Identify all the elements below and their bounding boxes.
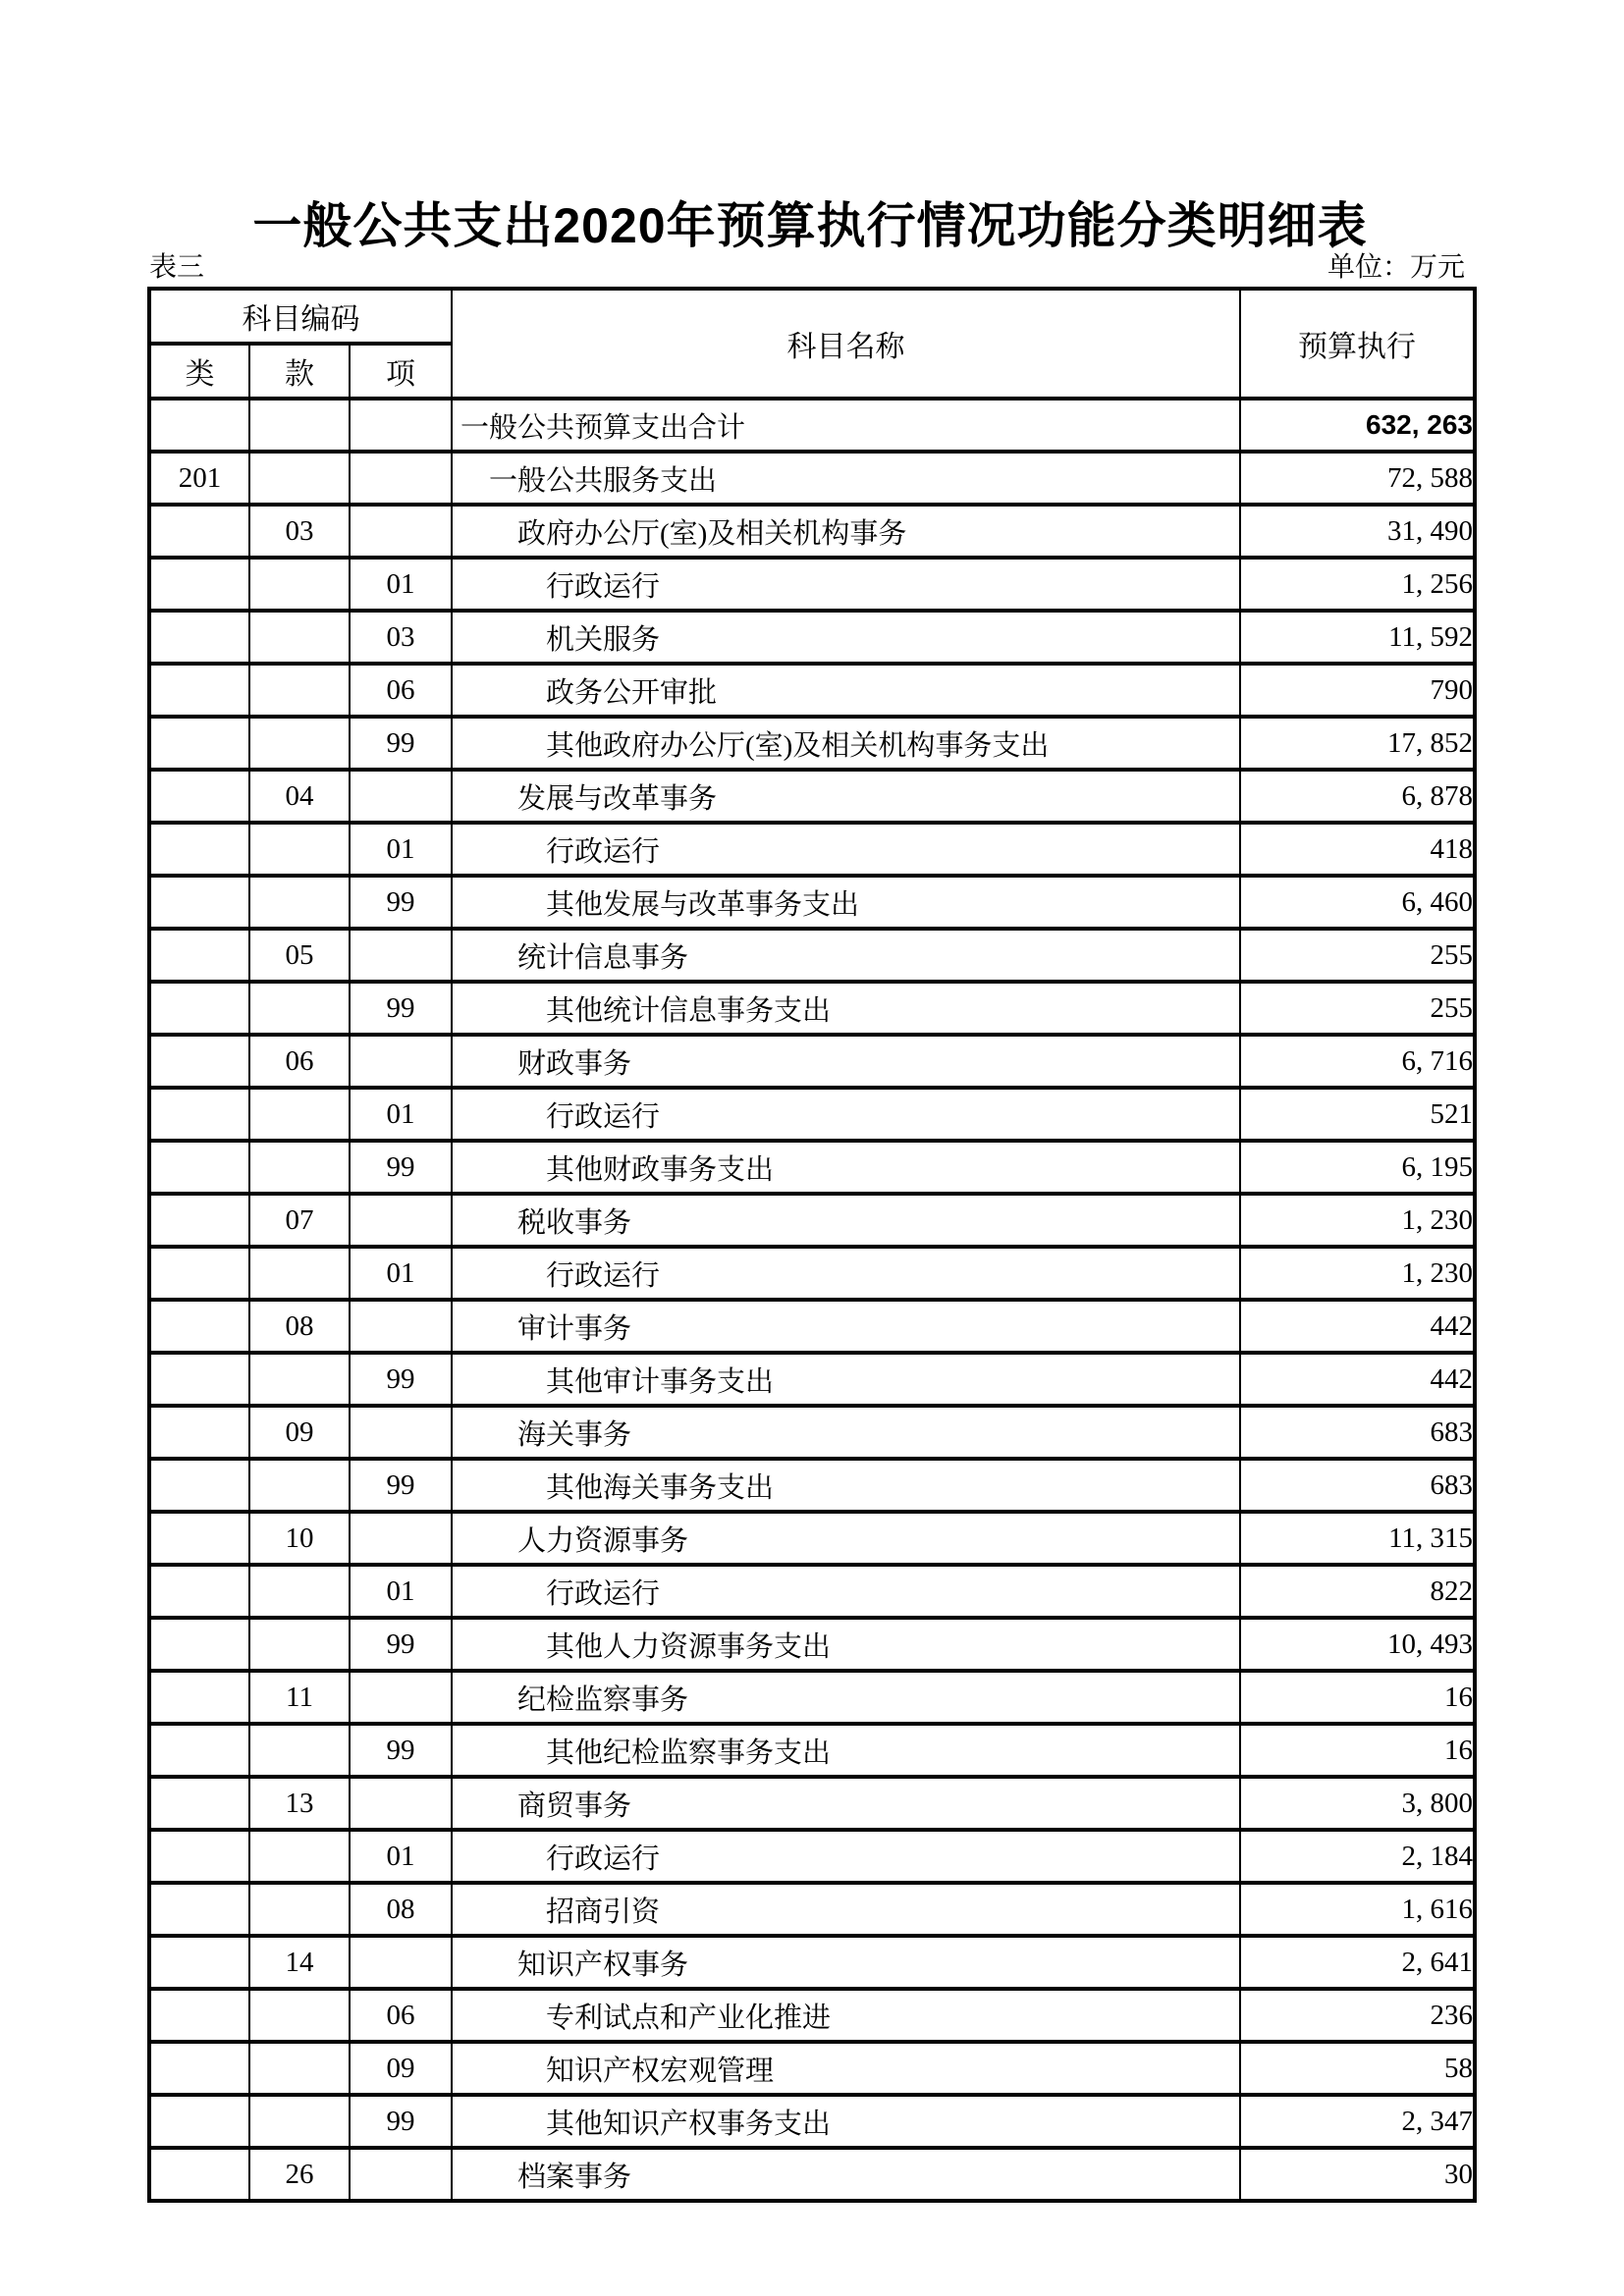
cell-section-code [249,1724,350,1777]
cell-item-code [350,505,452,558]
cell-budget-value: 16 [1240,1671,1475,1724]
cell-section-code: 08 [249,1300,350,1353]
cell-section-code [249,2095,350,2148]
cell-item-code: 03 [350,611,452,664]
cell-subject-name: 其他海关事务支出 [452,1459,1240,1512]
table-row [149,823,1475,876]
cell-subject-name: 财政事务 [452,1035,1240,1088]
cell-class-code [149,611,249,664]
cell-section-code [249,1247,350,1300]
cell-section-code [249,823,350,876]
table-row [149,982,1475,1035]
cell-item-code: 01 [350,1247,452,1300]
table-row [149,1830,1475,1883]
cell-section-code [249,558,350,611]
cell-item-code: 99 [350,1141,452,1194]
cell-item-code [350,1300,452,1353]
cell-budget-value: 1, 256 [1240,558,1475,611]
table-number-label: 表三 [149,252,205,283]
table-row [149,1724,1475,1777]
cell-subject-name: 其他政府办公厅(室)及相关机构事务支出 [452,717,1240,770]
cell-item-code: 06 [350,1989,452,2042]
table-row [149,1936,1475,1989]
table-row [149,1194,1475,1247]
cell-subject-name: 海关事务 [452,1406,1240,1459]
cell-class-code [149,2148,249,2201]
cell-budget-value: 790 [1240,664,1475,717]
cell-section-code: 05 [249,929,350,982]
cell-class-code [149,1724,249,1777]
table-row [149,664,1475,717]
cell-subject-name: 一般公共预算支出合计 [452,399,1240,452]
cell-subject-name: 机关服务 [452,611,1240,664]
cell-section-code [249,717,350,770]
cell-section-code [249,1989,350,2042]
cell-item-code: 99 [350,1353,452,1406]
cell-section-code [249,1088,350,1141]
cell-budget-value: 16 [1240,1724,1475,1777]
cell-budget-value: 6, 878 [1240,770,1475,823]
cell-class-code [149,1088,249,1141]
cell-subject-name: 一般公共服务支出 [452,452,1240,505]
cell-budget-value: 255 [1240,929,1475,982]
cell-item-code: 99 [350,2095,452,2148]
cell-item-code: 99 [350,717,452,770]
cell-budget-value: 30 [1240,2148,1475,2201]
cell-section-code [249,1141,350,1194]
cell-class-code [149,558,249,611]
cell-class-code: 201 [149,452,249,505]
cell-section-code [249,876,350,929]
cell-class-code [149,982,249,1035]
table-row [149,1141,1475,1194]
cell-budget-value: 255 [1240,982,1475,1035]
cell-budget-value: 521 [1240,1088,1475,1141]
cell-subject-name: 行政运行 [452,1565,1240,1618]
cell-subject-name: 税收事务 [452,1194,1240,1247]
cell-class-code [149,1830,249,1883]
cell-budget-value: 632, 263 [1240,399,1475,452]
cell-section-code [249,1565,350,1618]
table-row [149,1353,1475,1406]
cell-class-code [149,770,249,823]
cell-budget-value: 822 [1240,1565,1475,1618]
cell-section-code: 13 [249,1777,350,1830]
table-row [149,1618,1475,1671]
cell-section-code: 06 [249,1035,350,1088]
cell-item-code: 09 [350,2042,452,2095]
cell-budget-value: 683 [1240,1459,1475,1512]
header-section-col: 款 [249,344,350,399]
cell-budget-value: 236 [1240,1989,1475,2042]
cell-class-code [149,1883,249,1936]
cell-class-code [149,1406,249,1459]
table-row [149,1406,1475,1459]
cell-class-code [149,1777,249,1830]
table-row [149,1300,1475,1353]
cell-subject-name: 行政运行 [452,1830,1240,1883]
table-row [149,611,1475,664]
table-row [149,1459,1475,1512]
cell-class-code [149,717,249,770]
table-header [149,289,1475,399]
header-subject-code-group: 科目编码 [149,289,452,344]
cell-subject-name: 行政运行 [452,558,1240,611]
header-class-col: 类 [149,344,249,399]
cell-section-code [249,2042,350,2095]
cell-section-code [249,452,350,505]
cell-subject-name: 其他知识产权事务支出 [452,2095,1240,2148]
cell-subject-name: 其他审计事务支出 [452,1353,1240,1406]
cell-item-code [350,1194,452,1247]
cell-section-code [249,611,350,664]
cell-subject-name: 发展与改革事务 [452,770,1240,823]
cell-budget-value: 17, 852 [1240,717,1475,770]
table-row [149,1088,1475,1141]
cell-section-code [249,1353,350,1406]
document-title: 一般公共支出2020年预算执行情况功能分类明细表 [252,198,1368,253]
cell-class-code [149,1300,249,1353]
cell-section-code: 14 [249,1936,350,1989]
cell-section-code: 09 [249,1406,350,1459]
cell-subject-name: 行政运行 [452,1247,1240,1300]
header-budget-execution-col: 预算执行 [1240,289,1475,399]
cell-budget-value: 10, 493 [1240,1618,1475,1671]
cell-subject-name: 其他发展与改革事务支出 [452,876,1240,929]
table-row [149,1777,1475,1830]
table-row [149,770,1475,823]
cell-item-code: 06 [350,664,452,717]
cell-budget-value: 683 [1240,1406,1475,1459]
table-row [149,1883,1475,1936]
cell-subject-name: 档案事务 [452,2148,1240,2201]
cell-class-code [149,1671,249,1724]
cell-item-code: 99 [350,1618,452,1671]
header-row-top [149,289,1475,344]
cell-section-code: 11 [249,1671,350,1724]
cell-section-code [249,1883,350,1936]
cell-subject-name: 商贸事务 [452,1777,1240,1830]
cell-subject-name: 其他统计信息事务支出 [452,982,1240,1035]
cell-budget-value: 6, 460 [1240,876,1475,929]
cell-class-code [149,1194,249,1247]
cell-subject-name: 行政运行 [452,1088,1240,1141]
unit-label: 单位：万元 [1326,252,1465,283]
cell-item-code: 01 [350,1088,452,1141]
cell-class-code [149,1035,249,1088]
cell-item-code [350,1936,452,1989]
cell-item-code: 01 [350,823,452,876]
cell-item-code [350,1777,452,1830]
cell-class-code [149,1512,249,1565]
cell-budget-value: 3, 800 [1240,1777,1475,1830]
cell-budget-value: 6, 716 [1240,1035,1475,1088]
cell-item-code: 99 [350,1724,452,1777]
table-row [149,1989,1475,2042]
cell-budget-value: 442 [1240,1300,1475,1353]
table-row [149,929,1475,982]
cell-section-code: 10 [249,1512,350,1565]
cell-section-code [249,1830,350,1883]
cell-subject-name: 纪检监察事务 [452,1671,1240,1724]
cell-item-code: 01 [350,1565,452,1618]
cell-budget-value: 11, 315 [1240,1512,1475,1565]
cell-class-code [149,399,249,452]
cell-budget-value: 72, 588 [1240,452,1475,505]
cell-class-code [149,2042,249,2095]
cell-subject-name: 审计事务 [452,1300,1240,1353]
cell-section-code: 07 [249,1194,350,1247]
cell-item-code: 99 [350,982,452,1035]
table-row [149,558,1475,611]
cell-item-code: 99 [350,1459,452,1512]
cell-class-code [149,2095,249,2148]
cell-subject-name: 人力资源事务 [452,1512,1240,1565]
cell-class-code [149,664,249,717]
cell-item-code [350,1035,452,1088]
cell-class-code [149,1989,249,2042]
cell-subject-name: 其他纪检监察事务支出 [452,1724,1240,1777]
cell-budget-value: 418 [1240,823,1475,876]
header-item-col: 项 [350,344,452,399]
table-row [149,876,1475,929]
table-row [149,1671,1475,1724]
cell-section-code [249,664,350,717]
cell-item-code [350,2148,452,2201]
cell-budget-value: 1, 230 [1240,1247,1475,1300]
cell-class-code [149,1459,249,1512]
cell-budget-value: 1, 616 [1240,1883,1475,1936]
cell-section-code [249,1459,350,1512]
cell-class-code [149,1618,249,1671]
cell-item-code [350,1671,452,1724]
cell-class-code [149,929,249,982]
header-subject-name-col: 科目名称 [452,289,1240,399]
cell-item-code: 01 [350,1830,452,1883]
cell-budget-value: 58 [1240,2042,1475,2095]
cell-subject-name: 行政运行 [452,823,1240,876]
cell-section-code: 26 [249,2148,350,2201]
table-row [149,452,1475,505]
cell-subject-name: 政务公开审批 [452,664,1240,717]
table-row [149,1512,1475,1565]
table-row [149,1247,1475,1300]
cell-item-code [350,399,452,452]
cell-budget-value: 31, 490 [1240,505,1475,558]
meta-row [147,251,1473,285]
cell-budget-value: 2, 641 [1240,1936,1475,1989]
cell-class-code [149,823,249,876]
cell-budget-value: 2, 347 [1240,2095,1475,2148]
table-row [149,1565,1475,1618]
cell-class-code [149,505,249,558]
cell-budget-value: 6, 195 [1240,1141,1475,1194]
cell-section-code [249,399,350,452]
cell-budget-value: 2, 184 [1240,1830,1475,1883]
cell-item-code [350,770,452,823]
cell-subject-name: 知识产权宏观管理 [452,2042,1240,2095]
cell-class-code [149,1247,249,1300]
table-row [149,2042,1475,2095]
cell-item-code [350,1406,452,1459]
cell-budget-value: 11, 592 [1240,611,1475,664]
table-body [149,399,1475,2201]
cell-item-code [350,929,452,982]
cell-item-code: 01 [350,558,452,611]
cell-class-code [149,1565,249,1618]
cell-class-code [149,1141,249,1194]
cell-class-code [149,876,249,929]
cell-item-code: 99 [350,876,452,929]
cell-section-code [249,1618,350,1671]
cell-budget-value: 442 [1240,1353,1475,1406]
cell-class-code [149,1936,249,1989]
budget-table [147,287,1477,2203]
cell-item-code: 08 [350,1883,452,1936]
cell-subject-name: 其他人力资源事务支出 [452,1618,1240,1671]
cell-section-code [249,982,350,1035]
table-row [149,717,1475,770]
cell-subject-name: 其他财政事务支出 [452,1141,1240,1194]
cell-item-code [350,452,452,505]
table-row [149,399,1475,452]
table-row [149,2095,1475,2148]
cell-item-code [350,1512,452,1565]
cell-subject-name: 专利试点和产业化推进 [452,1989,1240,2042]
cell-section-code: 04 [249,770,350,823]
table-row [149,2148,1475,2201]
cell-subject-name: 统计信息事务 [452,929,1240,982]
table-row [149,505,1475,558]
cell-subject-name: 政府办公厅(室)及相关机构事务 [452,505,1240,558]
cell-section-code: 03 [249,505,350,558]
cell-class-code [149,1353,249,1406]
table-row [149,1035,1475,1088]
cell-subject-name: 招商引资 [452,1883,1240,1936]
cell-subject-name: 知识产权事务 [452,1936,1240,1989]
cell-budget-value: 1, 230 [1240,1194,1475,1247]
